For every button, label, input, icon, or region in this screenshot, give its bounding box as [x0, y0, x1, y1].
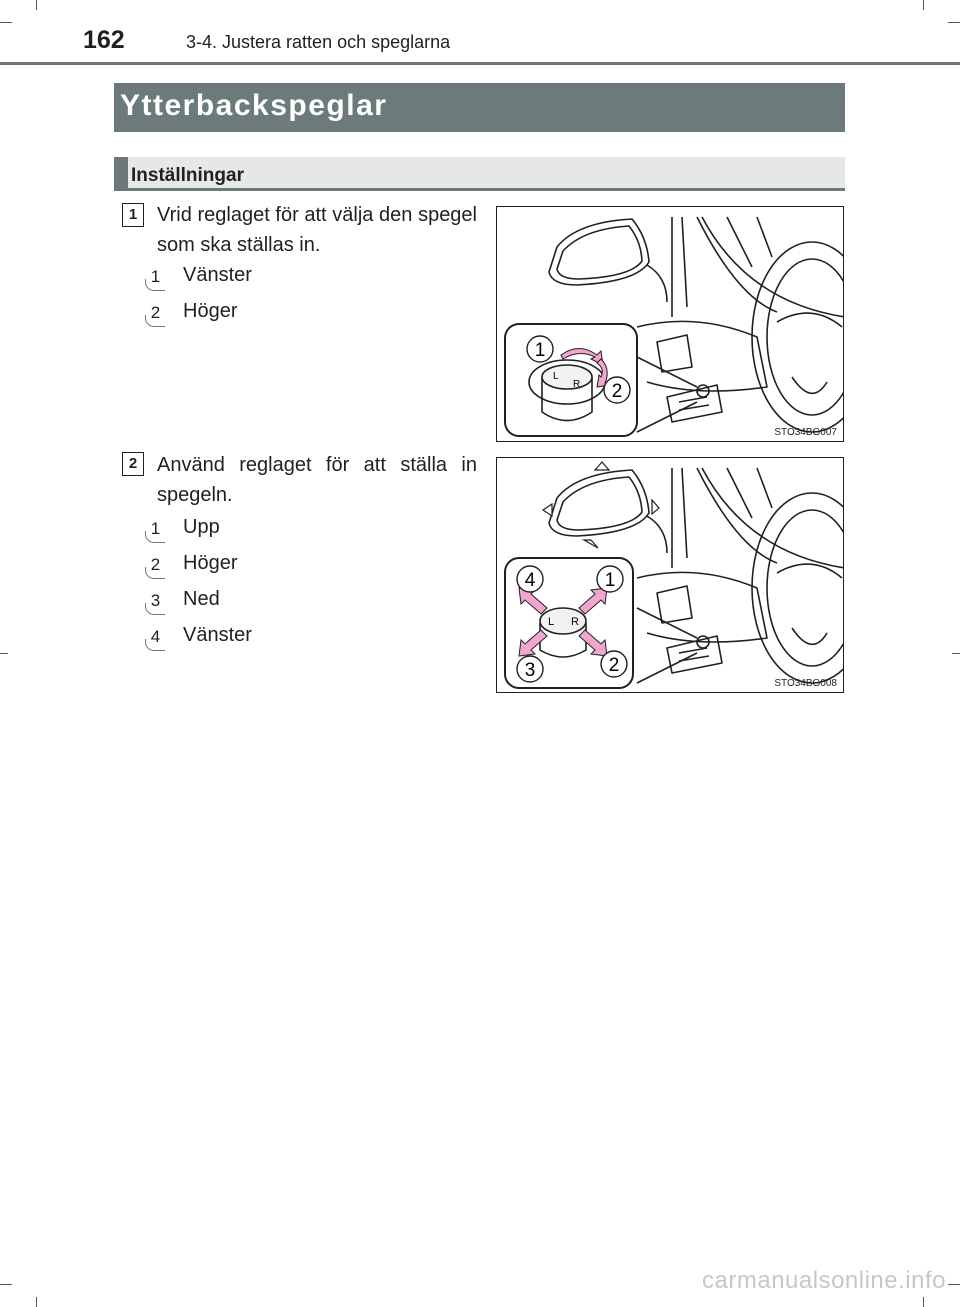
item-number: 2 — [143, 301, 168, 326]
crop-mark — [952, 653, 960, 654]
switch-letter-l: L — [553, 371, 559, 382]
page-number: 162 — [83, 26, 125, 54]
callout-number: 2 — [608, 655, 620, 676]
crop-mark — [0, 22, 12, 23]
watermark-text: carmanualsonline.info — [702, 1267, 946, 1294]
header-rule — [0, 62, 960, 65]
crop-mark — [948, 22, 960, 23]
mirror-adjust-illustration — [497, 458, 844, 693]
mirror-adjust-figure — [496, 457, 844, 693]
callout-number: 4 — [524, 570, 536, 591]
subsection-marker — [114, 157, 128, 188]
item-number: 3 — [143, 589, 168, 614]
item-label: Ned — [183, 588, 220, 610]
step-badge: 2 — [122, 452, 144, 476]
crop-mark — [923, 1297, 924, 1307]
item-number: 1 — [143, 265, 168, 290]
crop-mark — [948, 1284, 960, 1285]
callout-number: 3 — [524, 660, 536, 681]
item-label: Höger — [183, 552, 238, 574]
crop-mark — [923, 0, 924, 10]
item-label: Vänster — [183, 264, 252, 286]
switch-letter-r: R — [573, 379, 581, 390]
figure-code: STO34BG007 — [774, 427, 837, 438]
section-title: Ytterbackspeglar — [114, 83, 845, 132]
callout-number: 2 — [611, 381, 623, 402]
crop-mark — [0, 653, 8, 654]
item-label: Upp — [183, 516, 220, 538]
subsection-heading — [114, 157, 845, 191]
crop-mark — [0, 1284, 12, 1285]
mirror-select-illustration — [497, 207, 844, 442]
step-text: Vrid reglaget för att välja den spegel som ska ställas in. — [157, 204, 477, 256]
chapter-title: 3-4. Justera ratten och speglarna — [186, 32, 451, 52]
crop-mark — [36, 1297, 37, 1307]
crop-mark — [36, 0, 37, 10]
item-number: 1 — [143, 517, 168, 542]
figure-code: STO34BG008 — [774, 678, 837, 689]
item-label: Höger — [183, 300, 238, 322]
switch-letter-l: L — [548, 616, 555, 628]
item-number: 4 — [143, 625, 168, 650]
subsection-title: Inställningar — [131, 165, 244, 186]
callout-number: 1 — [604, 570, 616, 591]
callout-number: 1 — [534, 340, 546, 361]
step-text: Använd reglaget för att ställa in spegeln. — [157, 454, 477, 506]
item-number: 2 — [143, 553, 168, 578]
mirror-select-figure — [496, 206, 844, 442]
switch-letter-r: R — [571, 616, 579, 628]
item-label: Vänster — [183, 624, 252, 646]
step-badge: 1 — [122, 203, 144, 227]
